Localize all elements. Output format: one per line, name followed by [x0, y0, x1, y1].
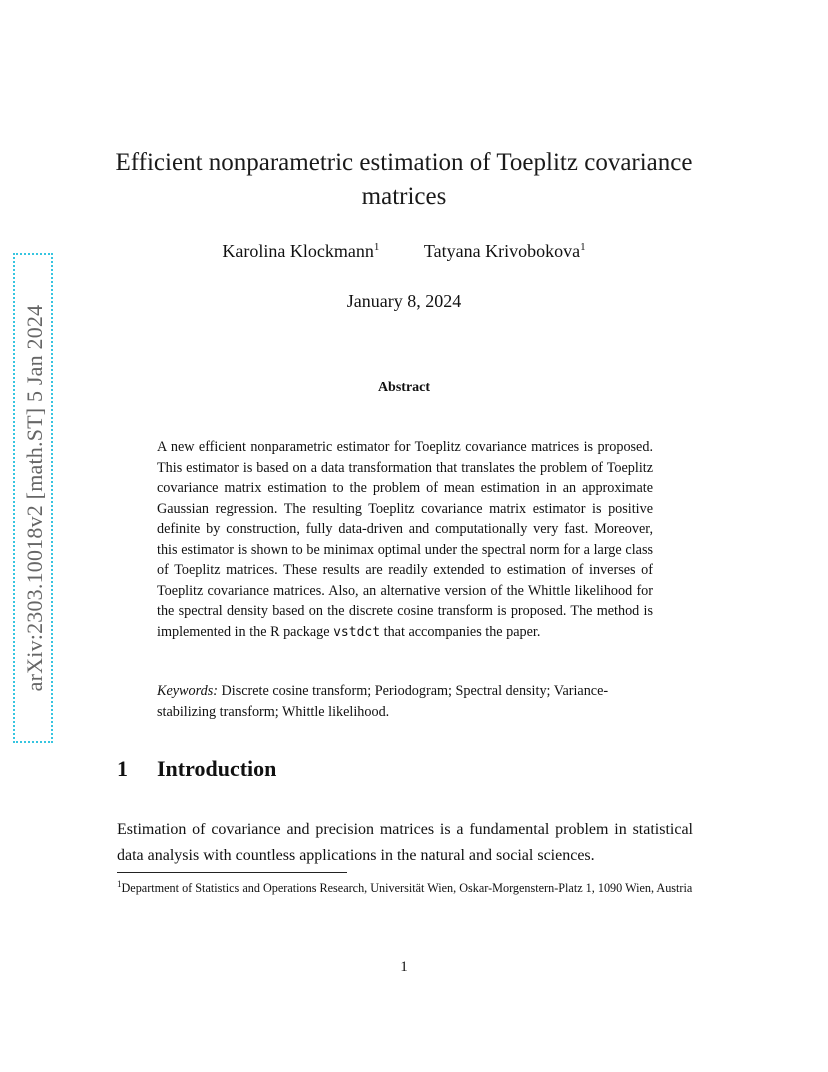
- keywords: [157, 681, 653, 722]
- affiliation-mark: 1: [580, 241, 586, 253]
- paper-title: Efficient nonparametric estimation of Toeplitz covariance matrices: [115, 149, 693, 210]
- page-number: 1: [400, 959, 408, 975]
- abstract-ending: that accompanies the paper.: [383, 623, 541, 640]
- author-name: Tatyana Krivobokova: [423, 241, 581, 261]
- section-number: 1: [117, 756, 128, 781]
- author: [424, 241, 586, 262]
- section-heading: [117, 756, 276, 782]
- affiliation-mark: 1: [373, 241, 380, 253]
- abstract-heading: Abstract: [377, 380, 431, 395]
- footnote-mark: 1: [117, 879, 122, 889]
- author-name: Karolina Klockmann: [222, 241, 374, 261]
- footnote-text: Department of Statistics and Operations Research, Universität Wien, Oskar-Morgenstern-Platz 1, 1090 Wien, Austria: [121, 881, 693, 896]
- abstract-body: A new efficient nonparametric estimator for Toeplitz covariance matrices is proposed. This estimator is based on a data transformation that translates the problem of Toeplitz covariance matrix estimation to the problem of mean estimation in an approximate Gaussian regression. The resulting Toeplitz covariance matrix estimator is positive definite by construction, fully data-driven and computationally very fast. Moreover, this estimator is shown to be minimax optimal under the spectral norm for a large class of Toeplitz matrices. These results are readily extended to estimation of inverses of Toeplitz covariance matrices. Also, an alternative version of the Whittle likelihood for the spectral density based on the discrete cosine transform is proposed. The method is implemented in the R package: [157, 439, 653, 640]
- paper-date: January 8, 2024: [346, 291, 462, 311]
- arxiv-stamp: arXiv:2303.10018v2 [math.ST] 5 Jan 2024: [22, 304, 47, 692]
- section-title: Introduction: [157, 756, 277, 781]
- keywords-label: Keywords:: [157, 683, 218, 699]
- abstract-text: [157, 437, 653, 643]
- keywords-text: Discrete cosine transform; Periodogram; Spectral density; Variance-stabilizing transform; Whittle likelihood.: [157, 683, 609, 720]
- package-name: vstdct: [333, 624, 381, 640]
- author: [222, 241, 379, 262]
- body-paragraph: Estimation of covariance and precision matrices is a fundamental problem in statistical data analysis with countless applications in the natural and social sciences.: [117, 821, 693, 864]
- author-list: [110, 241, 698, 262]
- footnote: [117, 876, 693, 897]
- footnote-rule: [117, 872, 347, 873]
